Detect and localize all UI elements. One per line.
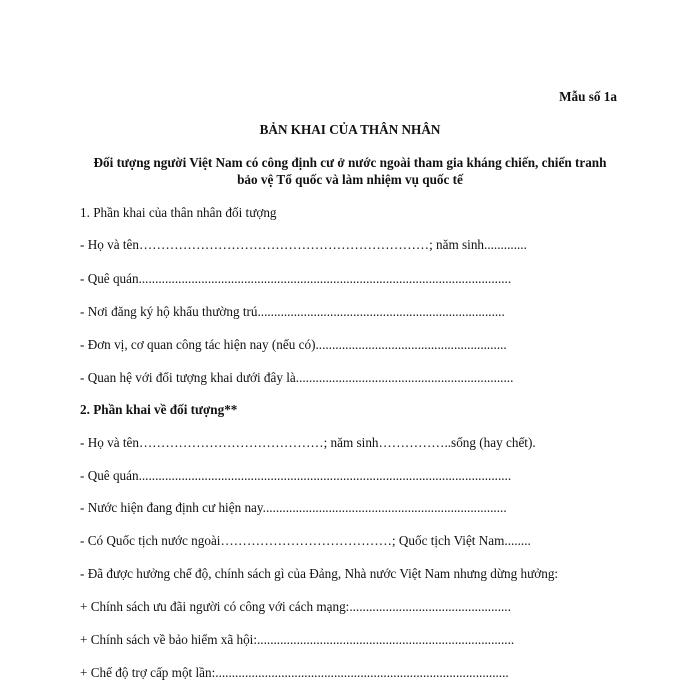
form-line-hometown: - Quê quán................................................................................................................. <box>80 271 512 286</box>
section-1-heading: 1. Phần khai của thân nhân đối tượng <box>80 205 277 220</box>
form-line-subject-hometown: - Quê quán................................................................................................................. <box>80 468 512 483</box>
subtitle-line-2: bảo vệ Tổ quốc và làm nhiệm vụ quốc tế <box>237 172 463 187</box>
form-number: Mẫu số 1a <box>559 89 617 104</box>
form-line-nationality: - Có Quốc tịch nước ngoài…………………………………; Quốc tịch Việt Nam........ <box>80 533 531 548</box>
form-line-residence: - Nơi đăng ký hộ khẩu thường trú........................................................................... <box>80 304 505 319</box>
form-line-social-insurance: + Chính sách về bảo hiểm xã hội:.............................................................................. <box>80 632 515 647</box>
document-title: BẢN KHAI CỦA THÂN NHÂN <box>259 122 441 137</box>
form-line-subject-name: - Họ và tên……………………………………; năm sinh……………..sống (hay chết). <box>80 435 536 450</box>
subtitle-line-1: Đối tượng người Việt Nam có công định cư ở nước ngoài tham gia kháng chiến, chiến tranh <box>93 155 607 170</box>
form-line-name: - Họ và tên…………………………………………………………; năm sinh............. <box>80 237 527 252</box>
form-line-merit-policy: + Chính sách ưu đãi người có công với cách mạng:................................................. <box>80 599 511 614</box>
section-2-heading: 2. Phần khai về đối tượng** <box>80 402 238 417</box>
form-line-benefits: - Đã được hưởng chế độ, chính sách gì của Đảng, Nhà nước Việt Nam nhưng dừng hưởng: <box>80 566 559 581</box>
form-line-one-time-allowance: + Chế độ trợ cấp một lần:......................................................................................... <box>80 665 509 680</box>
form-line-workplace: - Đơn vị, cơ quan công tác hiện nay (nếu có).......................................................... <box>80 337 507 352</box>
form-line-relationship: - Quan hệ với đối tượng khai dưới đây là.................................................................. <box>80 370 514 385</box>
form-line-country: - Nước hiện đang định cư hiện nay.......................................................................... <box>80 500 507 515</box>
